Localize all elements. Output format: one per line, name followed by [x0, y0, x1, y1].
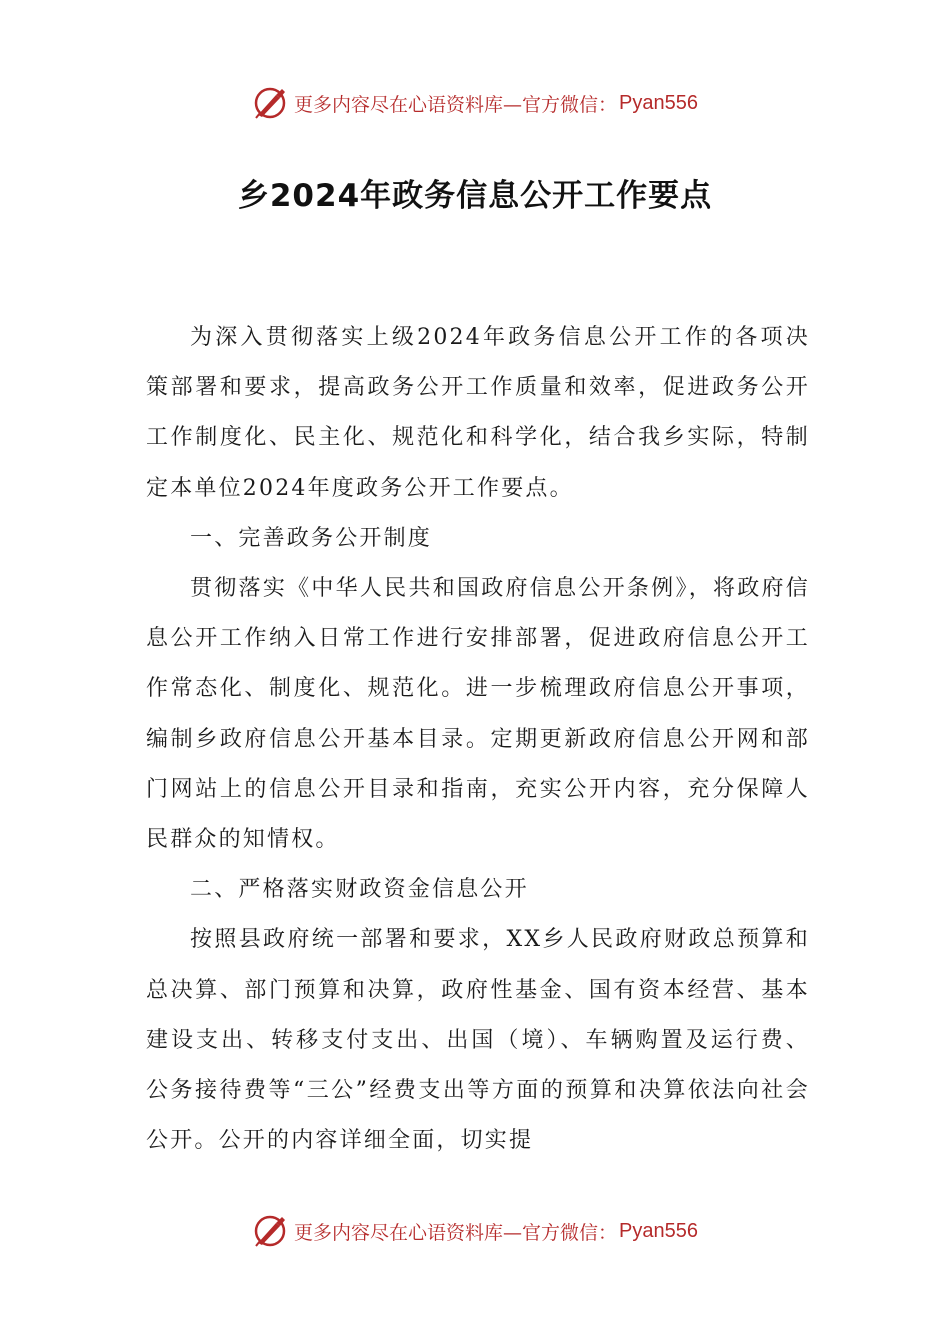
pen-logo-icon: [252, 85, 288, 121]
header-banner: [0, 83, 950, 123]
document-title: 乡2024年政务信息公开工作要点: [237, 178, 713, 214]
banner-text: 更多内容尽在心语资料库—官方微信：: [294, 93, 618, 116]
banner-text: 更多内容尽在心语资料库—官方微信：: [294, 1221, 618, 1244]
pen-logo-icon: [252, 1213, 288, 1249]
section-heading-2: 二、严格落实财政资金信息公开: [190, 877, 529, 903]
section-heading-1: 一、完善政务公开制度: [190, 525, 433, 551]
paragraph-intro: 为深入贯彻落实上级2024年政务信息公开工作的各项决策部署和要求，提高政务公开工作质量和效率，促进政务公开工作制度化、民主化、规范化和科学化，结合我乡实际，特制定本单位2024年度政务公开工作要点。: [146, 325, 810, 501]
banner-wechat-id: Pyan556: [619, 91, 698, 114]
footer-banner: [0, 1211, 950, 1251]
banner-wechat-id: Pyan556: [619, 1219, 698, 1242]
document-body: [146, 313, 810, 1166]
paragraph-section-2: 按照县政府统一部署和要求，XX乡人民政府财政总预算和总决算、部门预算和决算，政府性基金、国有资本经营、基本建设支出、转移支付支出、出国（境）、车辆购置及运行费、公务接待费等“三公”经费支出等方面的预算和决算依法向社会公开。公开的内容详细全面，切实提: [146, 927, 810, 1154]
paragraph-section-1: 贯彻落实《中华人民共和国政府信息公开条例》，将政府信息公开工作纳入日常工作进行安排部署，促进政府信息公开工作常态化、制度化、规范化。进一步梳理政府信息公开事项，编制乡政府信息公开基本目录。定期更新政府信息公开网和部门网站上的信息公开目录和指南，充实公开内容，充分保障人民群众的知情权。: [146, 576, 810, 853]
